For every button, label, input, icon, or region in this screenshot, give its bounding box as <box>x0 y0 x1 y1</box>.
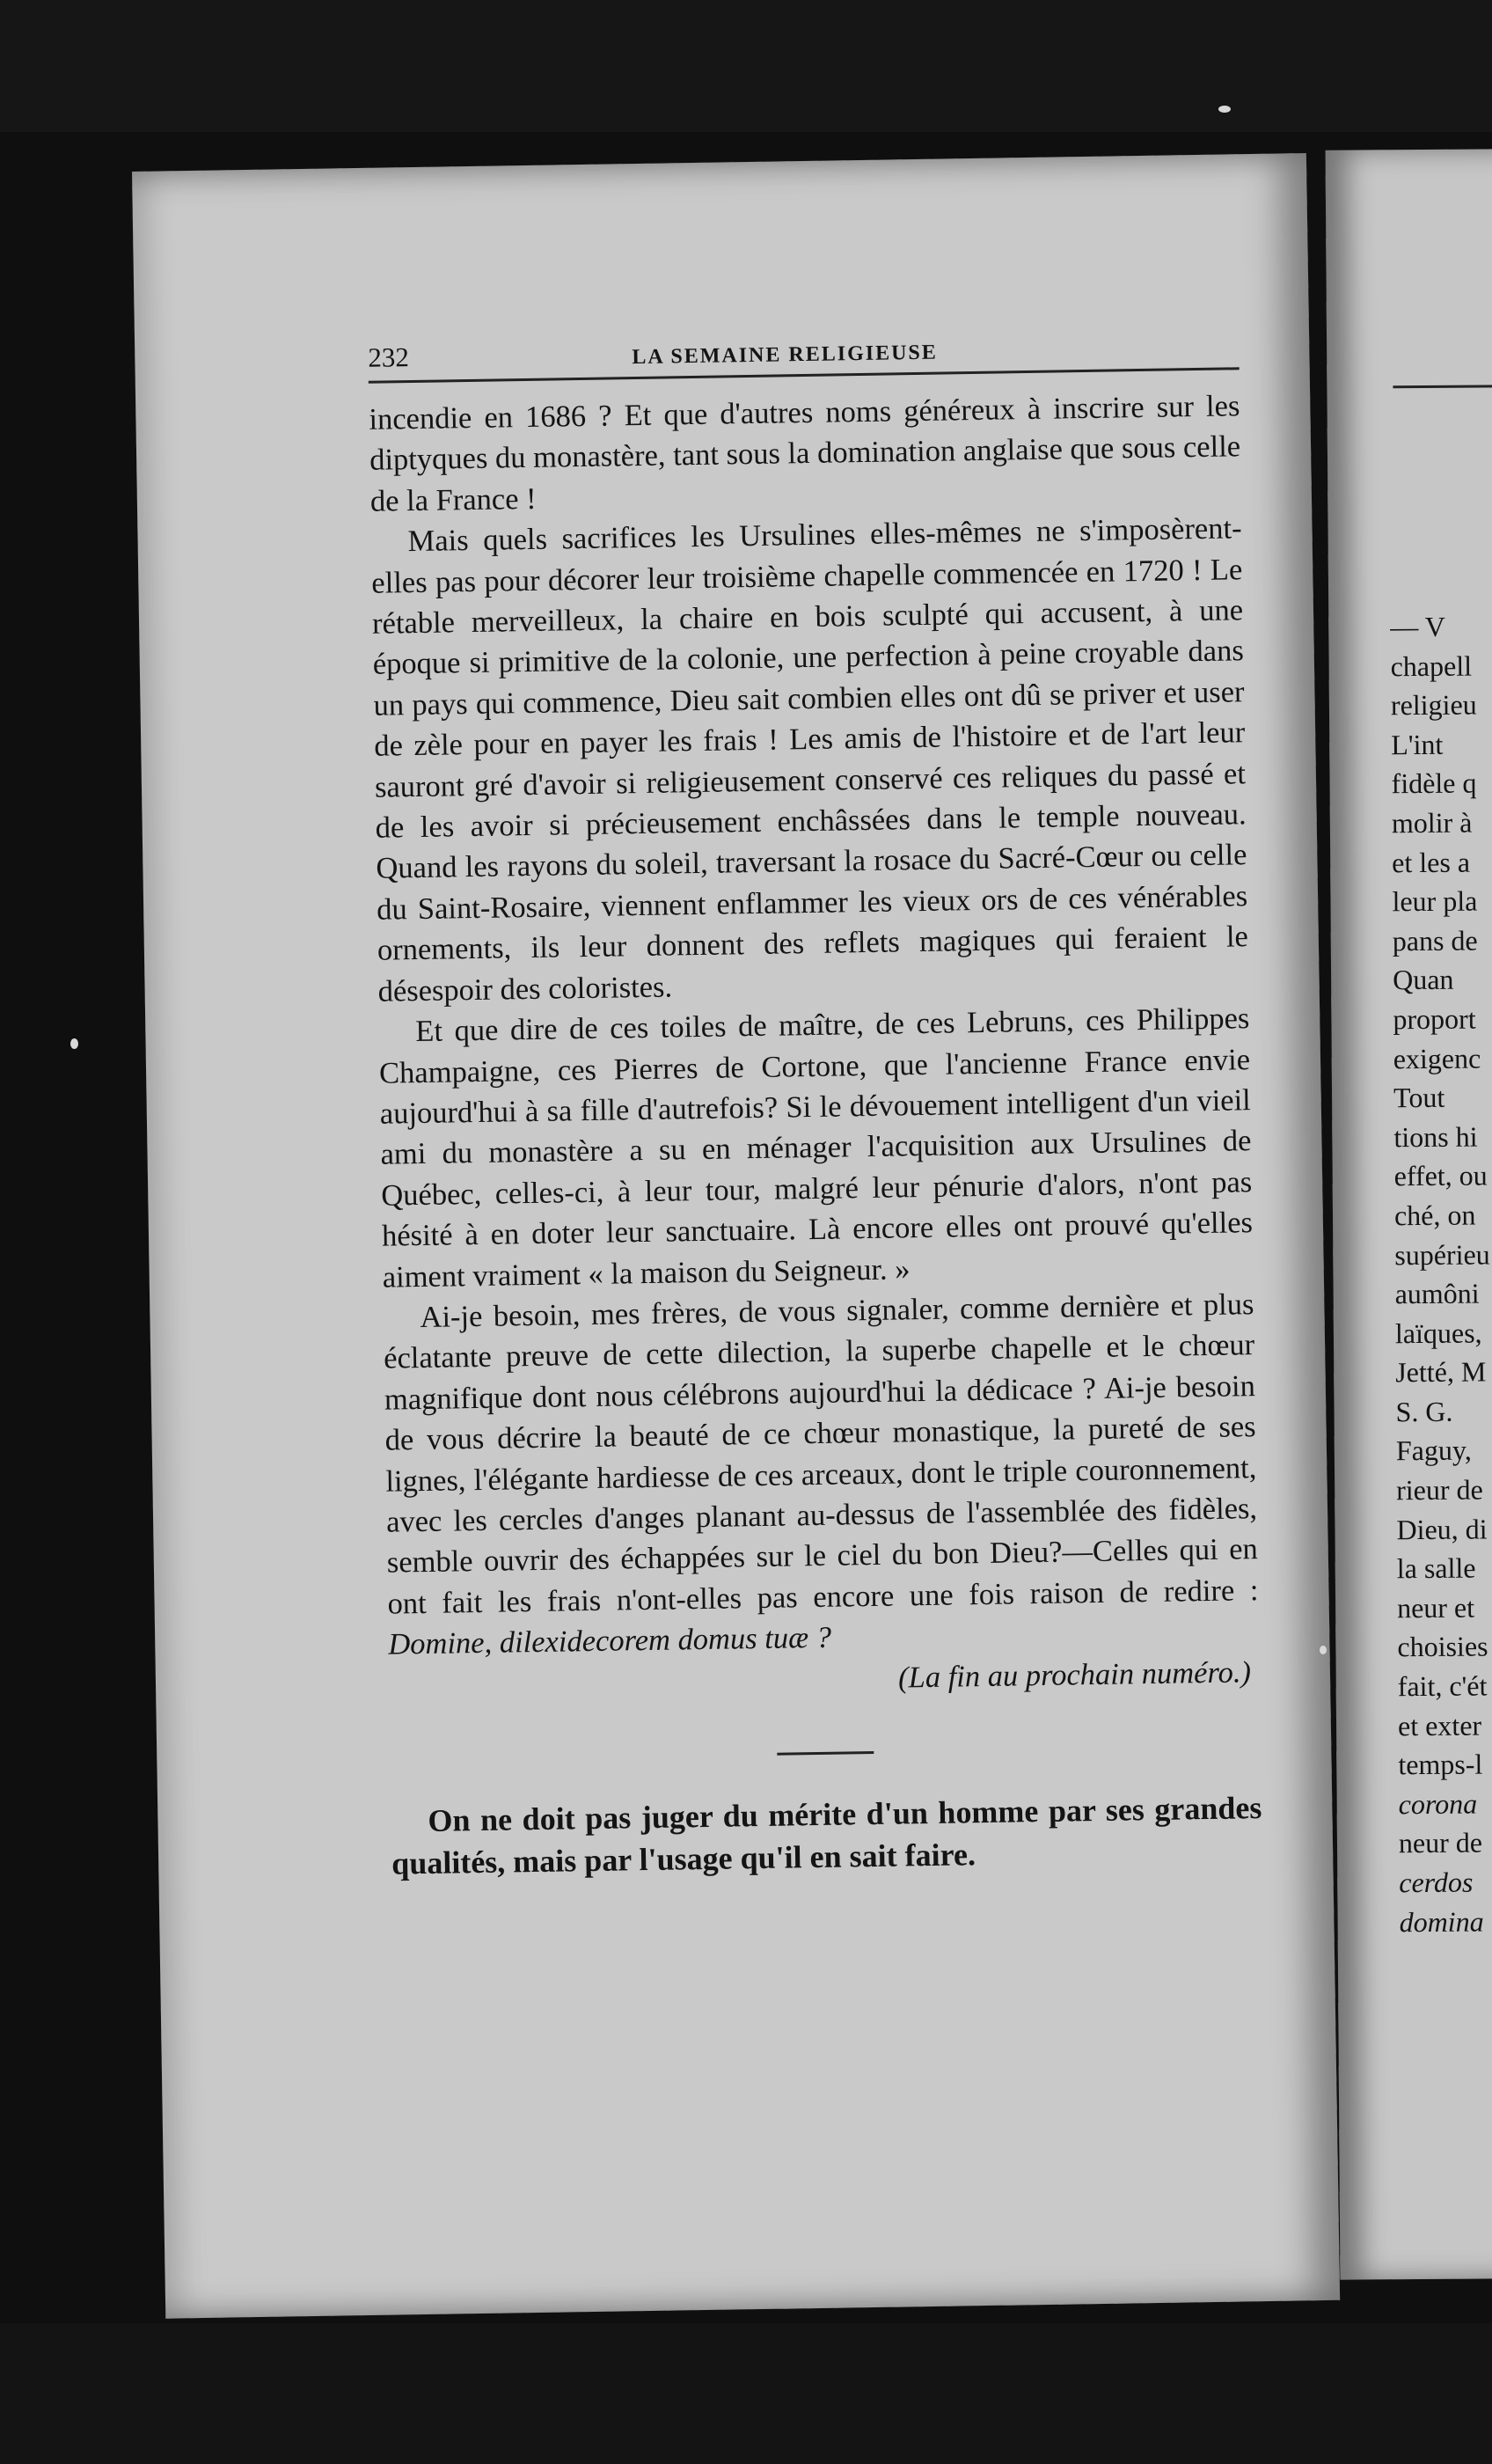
facing-page-line: rieur de <box>1396 1473 1483 1507</box>
page-content <box>368 321 1263 1916</box>
facing-page-rule <box>1393 385 1492 388</box>
facing-page-line: neur et <box>1396 1591 1475 1624</box>
facing-page-line: effet, ou <box>1393 1159 1488 1192</box>
film-speck <box>1320 1646 1327 1654</box>
paragraph-3: Et que dire de ces toiles de maître, de ces Lebruns, ces Philippes Champaigne, ces Pierres de Cortone, que l'ancienne France envie aujourd'hui à sa fille d'autrefois? Si le dévouement intelligent d'un vieil ami du monastère a su en ménager l'acquisition aux Ursulines de Québec, celles-ci, à leur tour, malgré leur pénurie d'alors, n'ont pas hésité à en doter leur sanctuaire. Là encore elles ont prouvé qu'elles aiment vraiment « la maison du Seigneur. » <box>378 1001 1254 1294</box>
facing-page-line: supérieu <box>1394 1237 1490 1271</box>
facing-page-line: temps-l <box>1398 1748 1483 1781</box>
facing-page-line: neur de <box>1398 1826 1483 1859</box>
facing-page-line: molir à <box>1391 806 1473 840</box>
running-title: LA SEMAINE RELIGIEUSE <box>632 341 938 370</box>
facing-page-line: ché, on <box>1393 1199 1476 1232</box>
facing-page-line: S. G. <box>1395 1395 1453 1428</box>
facing-page-line: et exter <box>1397 1709 1482 1742</box>
facing-page-line: tions hi <box>1393 1120 1478 1153</box>
page-number: 232 <box>368 341 410 373</box>
facing-page-line: Tout <box>1393 1081 1445 1114</box>
facing-page-line: corona <box>1398 1787 1478 1821</box>
facing-page <box>1326 149 1492 2279</box>
article-body <box>369 385 1260 1705</box>
film-edge-top <box>0 0 1492 132</box>
facing-page-line: Jetté, M <box>1395 1355 1487 1389</box>
facing-page-text <box>1390 606 1492 1941</box>
facing-page-line: laïques, <box>1394 1316 1482 1349</box>
section-separator <box>777 1751 874 1756</box>
facing-page-line: exigenc <box>1393 1042 1481 1074</box>
running-head <box>368 321 1240 384</box>
facing-page-line: fait, c'ét <box>1397 1669 1488 1703</box>
facing-page-line: et les a <box>1392 846 1471 878</box>
maxim: On ne doit pas juger du mérite d'un homme par ses grandes qualités, mais par l'usage qu'il en sait faire. <box>391 1790 1262 1881</box>
facing-page-line: pans de <box>1392 924 1478 957</box>
facing-page-line: Quan <box>1393 964 1454 996</box>
facing-page-line: fidèle q <box>1391 766 1477 800</box>
facing-page-line: Faguy, <box>1395 1434 1472 1467</box>
continuation-note: (La fin au prochain numéro.) <box>897 1654 1252 1695</box>
facing-page-line: choisies <box>1397 1630 1488 1663</box>
film-speck <box>1218 106 1231 113</box>
facing-page-line: la salle <box>1396 1551 1476 1585</box>
facing-page-line: Dieu, di <box>1396 1513 1488 1545</box>
facing-page-line: aumôni <box>1394 1277 1480 1310</box>
facing-page-line: proport <box>1393 1002 1476 1036</box>
paragraph-1: incendie en 1686 ? Et que d'autres noms généreux à inscrire sur les diptyques du monastère, tant sous la domination anglaise que sous celle de la France ! <box>369 389 1241 518</box>
facing-page-line: domina <box>1399 1905 1484 1938</box>
paragraph-2: Mais quels sacrifices les Ursulines elles-mêmes ne s'imposèrent-elles pas pour décorer leur troisième chapelle commencée en 1720 ! Le rétable merveilleux, la chaire en bois sculpté qui accusent, à une époque si primitive de la colonie, une perfection à peine croyable dans un pays qui commence, Dieu sait combien elles ont dû se priver et user de zèle pour en payer les frais ! Les amis de l'histoire et de l'art leur sauront gré d'avoir si religieusement conservé ces reliques du passé et de les avoir si précieusement enchâssées dans le temple nouveau. Quand les rayons du soleil, traversant la rosace du Sacré-Cœur ou celle du Saint-Rosaire, viennent enflammer les vieux ors de ces vénérables ornements, ils leur donnent des reflets magiques qui feraient le désespoir des coloristes. <box>371 511 1249 1008</box>
facing-page-line: cerdos <box>1399 1866 1474 1899</box>
film-speck <box>70 1038 78 1049</box>
paragraph-4-text: Ai-je besoin, mes frères, de vous signaler, comme dernière et plus éclatante preuve de cette dilection, la superbe chapelle et le chœur magnifique dont nous célébrons aujourd'hui la dédicace ? Ai-je besoin de vous décrire la beauté de ce chœur monastique, la pureté de ses lignes, l'élégante hardiesse de ces arceaux, dont le triple couronnement, avec les cercles d'anges planant au-dessus de l'assemblée des fidèles, semble ouvrir des échappées sur le ciel du bon Dieu?—Celles qui en ont fait les frais n'ont-elles pas encore une fois raison de redire : <box>383 1287 1259 1621</box>
scanned-page <box>132 153 1340 2319</box>
paragraph-4 <box>383 1284 1259 1665</box>
facing-page-line: L'int <box>1391 728 1444 761</box>
facing-page-line: leur pla <box>1392 884 1478 918</box>
facing-page-line: — V <box>1390 610 1445 643</box>
film-edge-bottom <box>0 2323 1492 2464</box>
latin-quote: Domine, dilexidecorem domus tuæ ? <box>388 1620 832 1661</box>
facing-page-line: religieu <box>1390 688 1477 722</box>
facing-page-line: chapell <box>1390 649 1473 682</box>
